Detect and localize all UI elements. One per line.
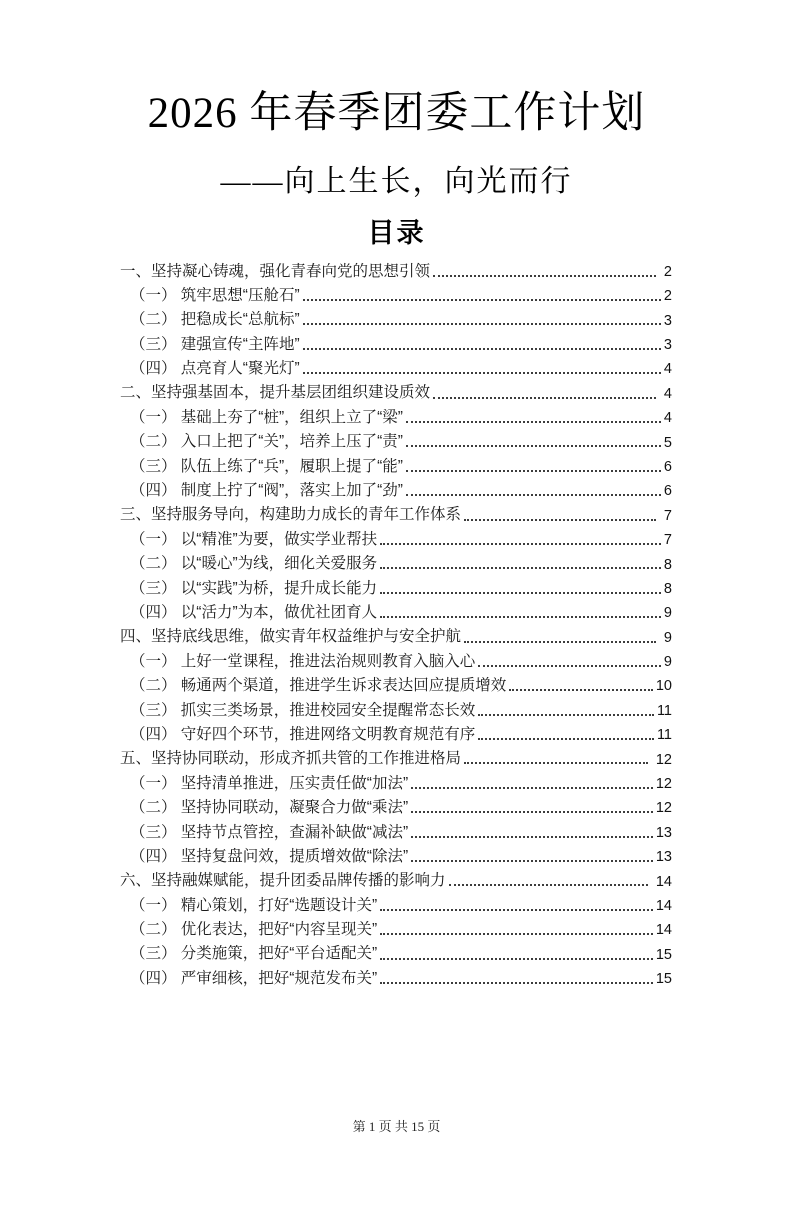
toc-entry-text[interactable]: （二） 把稳成长“总航标” bbox=[130, 311, 300, 329]
toc-entry-page-number[interactable]: 7 bbox=[663, 532, 672, 549]
toc-dotted-leader bbox=[303, 299, 661, 301]
toc-entry-text[interactable]: （二） 入口上把了“关”，培养上压了“责” bbox=[130, 433, 403, 451]
toc-dotted-leader bbox=[380, 543, 661, 545]
toc-entry-level2[interactable] bbox=[120, 528, 672, 552]
toc-entry-level2[interactable] bbox=[120, 357, 672, 381]
toc-entry-level2[interactable] bbox=[120, 576, 672, 600]
toc-entry-text[interactable]: （四） 坚持复盘问效，提质增效做“除法” bbox=[130, 847, 409, 865]
toc-entry-level2[interactable] bbox=[120, 820, 672, 844]
toc-entry-page-number[interactable]: 8 bbox=[663, 580, 672, 597]
toc-dotted-leader bbox=[406, 445, 661, 447]
toc-entry-level2[interactable] bbox=[120, 918, 672, 942]
toc-dotted-leader bbox=[478, 738, 654, 740]
toc-entry-page-number[interactable]: 12 bbox=[655, 776, 672, 793]
toc-dotted-leader bbox=[406, 421, 661, 423]
toc-dotted-leader bbox=[478, 714, 654, 716]
toc-entry-level2[interactable] bbox=[120, 650, 672, 674]
toc-dotted-leader bbox=[303, 348, 661, 350]
toc-entry-text[interactable]: （三） 抓实三类场景，推进校园安全提醒常态长效 bbox=[130, 701, 476, 719]
toc-entry-level1[interactable] bbox=[120, 503, 672, 527]
toc-entry-level2[interactable] bbox=[120, 284, 672, 308]
toc-entry-level2[interactable] bbox=[120, 479, 672, 503]
toc-dotted-leader bbox=[464, 762, 648, 764]
toc-dotted-leader bbox=[406, 494, 661, 496]
toc-entry-page-number[interactable]: 3 bbox=[663, 337, 672, 353]
toc-dotted-leader bbox=[411, 836, 653, 838]
toc-entry-text[interactable]: 二、坚持强基固本，提升基层团组织建设质效 bbox=[120, 384, 431, 402]
toc-entry-level2[interactable] bbox=[120, 698, 672, 722]
toc-entry-page-number[interactable]: 11 bbox=[656, 702, 672, 719]
toc-entry-text[interactable]: 五、坚持协同联动，形成齐抓共管的工作推进格局 bbox=[120, 750, 462, 768]
toc-dotted-leader bbox=[433, 397, 656, 399]
toc-entry-level2[interactable] bbox=[120, 942, 672, 966]
toc-dotted-leader bbox=[509, 689, 653, 691]
toc-entry-page-number[interactable]: 14 bbox=[655, 922, 672, 939]
toc-entry-page-number[interactable]: 3 bbox=[663, 312, 672, 329]
toc-entry-level1[interactable] bbox=[120, 747, 672, 771]
toc-heading: 目录 bbox=[367, 217, 426, 248]
toc-dotted-leader bbox=[380, 567, 661, 569]
toc-entry-text[interactable]: （四） 以“活力”为本，做优社团育人 bbox=[130, 604, 378, 621]
toc-entry-level2[interactable] bbox=[120, 552, 672, 576]
toc-entry-text[interactable]: （一） 基础上夯了“桩”，组织上立了“梁” bbox=[130, 408, 403, 426]
toc-entry-page-number[interactable]: 9 bbox=[663, 654, 672, 671]
toc-entry-level2[interactable] bbox=[120, 601, 672, 625]
toc-dotted-leader bbox=[380, 958, 653, 960]
toc-entry-level2[interactable] bbox=[120, 845, 672, 869]
toc-entry-text[interactable]: （四） 严审细核，把好“规范发布关” bbox=[130, 969, 378, 987]
toc-entry-level2[interactable] bbox=[120, 332, 672, 356]
toc-entry-page-number[interactable]: 7 bbox=[663, 507, 672, 524]
toc-entry-text[interactable]: 三、坚持服务导向，构建助力成长的青年工作体系 bbox=[120, 506, 462, 524]
toc-entry-page-number[interactable]: 14 bbox=[655, 873, 672, 890]
toc-entry-page-number[interactable]: 15 bbox=[655, 946, 672, 963]
toc-entry-level2[interactable] bbox=[120, 308, 672, 332]
toc-entry-page-number[interactable]: 14 bbox=[655, 897, 672, 914]
toc-entry-level2[interactable] bbox=[120, 771, 672, 795]
toc-entry-page-number[interactable]: 9 bbox=[663, 605, 672, 622]
toc-entry-page-number[interactable]: 6 bbox=[663, 458, 672, 475]
toc-entry-text[interactable]: 六、坚持融媒赋能，提升团委品牌传播的影响力 bbox=[120, 872, 446, 890]
toc-dotted-leader bbox=[464, 641, 656, 643]
toc-dotted-leader bbox=[411, 811, 653, 813]
toc-entry-level2[interactable] bbox=[120, 723, 672, 747]
toc-dotted-leader bbox=[449, 884, 648, 886]
toc-entry-text[interactable]: （三） 以“实践”为桥，提升成长能力 bbox=[130, 579, 378, 597]
toc-entry-text[interactable]: （四） 制度上拧了“阀”，落实上加了“劲” bbox=[130, 482, 403, 500]
toc-entry-text[interactable]: （四） 守好四个环节，推进网络文明教育规范有序 bbox=[130, 725, 476, 743]
toc-entry-page-number[interactable]: 11 bbox=[656, 727, 672, 744]
toc-entry-level2[interactable] bbox=[120, 454, 672, 478]
toc-dotted-leader bbox=[380, 933, 653, 935]
toc-entry-page-number[interactable]: 10 bbox=[655, 678, 672, 695]
toc-entry-level2[interactable] bbox=[120, 674, 672, 698]
toc-dotted-leader bbox=[303, 372, 661, 374]
toc-entry-text[interactable]: （二） 以“暖心”为线，细化关爱服务 bbox=[130, 555, 378, 573]
toc-entry-page-number[interactable]: 4 bbox=[663, 385, 672, 402]
toc-entry-level2[interactable] bbox=[120, 893, 672, 917]
toc-entry-text[interactable]: （一） 坚持清单推进，压实责任做“加法” bbox=[130, 774, 409, 792]
toc-dotted-leader bbox=[380, 982, 653, 984]
toc-dotted-leader bbox=[433, 275, 656, 277]
toc-entry-text[interactable]: 四、坚持底线思维，做实青年权益维护与安全护航 bbox=[120, 628, 462, 646]
toc-dotted-leader bbox=[411, 787, 653, 789]
toc-entry-page-number[interactable]: 4 bbox=[663, 410, 672, 427]
toc-entry-page-number[interactable]: 12 bbox=[655, 800, 672, 817]
document-subtitle: ——向上生长，向光而行 bbox=[220, 165, 573, 199]
toc-list bbox=[120, 259, 672, 991]
toc-entry-level1[interactable] bbox=[120, 625, 672, 649]
toc-dotted-leader bbox=[380, 616, 661, 618]
toc-entry-text[interactable]: （一） 以“精准”为要，做实学业帮扶 bbox=[130, 530, 378, 548]
toc-entry-page-number[interactable]: 2 bbox=[663, 288, 672, 305]
toc-entry-level1[interactable] bbox=[120, 869, 672, 893]
toc-dotted-leader bbox=[380, 909, 653, 911]
toc-entry-level1[interactable] bbox=[120, 381, 672, 405]
toc-dotted-leader bbox=[464, 519, 656, 521]
toc-dotted-leader bbox=[380, 592, 661, 594]
toc-entry-page-number[interactable]: 13 bbox=[655, 824, 672, 841]
toc-entry-text[interactable]: （一） 上好一堂课程，推进法治规则教育入脑入心 bbox=[130, 652, 476, 670]
toc-entry-page-number[interactable]: 6 bbox=[663, 483, 672, 500]
toc-entry-page-number[interactable]: 2 bbox=[663, 263, 672, 280]
toc-dotted-leader bbox=[411, 860, 653, 862]
toc-entry-text[interactable]: （二） 坚持协同联动，凝聚合力做“乘法” bbox=[130, 799, 409, 817]
toc-entry-text[interactable]: （二） 畅通两个渠道，推进学生诉求表达回应提质增效 bbox=[130, 677, 507, 695]
toc-entry-page-number[interactable]: 13 bbox=[655, 849, 672, 866]
toc-dotted-leader bbox=[303, 323, 661, 325]
toc-entry-text[interactable]: （三） 建强宣传“主阵地” bbox=[130, 335, 300, 353]
toc-entry-page-number[interactable]: 4 bbox=[663, 361, 672, 378]
toc-entry-text[interactable]: （三） 坚持节点管控，查漏补缺做“减法” bbox=[130, 823, 409, 841]
toc-entry-page-number[interactable]: 5 bbox=[663, 434, 672, 451]
toc-entry-level1[interactable] bbox=[120, 259, 672, 283]
toc-entry-level2[interactable] bbox=[120, 406, 672, 430]
toc-dotted-leader bbox=[406, 470, 661, 472]
toc-entry-text[interactable]: （三） 队伍上练了“兵”，履职上提了“能” bbox=[130, 457, 403, 475]
toc-entry-page-number[interactable]: 12 bbox=[655, 751, 672, 768]
toc-entry-text[interactable]: （二） 优化表达，把好“内容呈现关” bbox=[130, 921, 378, 939]
document-title: 2026 年春季团委工作计划 bbox=[147, 90, 646, 137]
toc-entry-text[interactable]: （三） 分类施策，把好“平台适配关” bbox=[130, 945, 378, 963]
toc-entry-page-number[interactable]: 8 bbox=[663, 556, 672, 573]
toc-entry-text[interactable]: （一） 筑牢思想“压舱石” bbox=[130, 286, 300, 304]
document-page bbox=[0, 86, 793, 1208]
toc-entry-text[interactable]: 一、坚持凝心铸魂，强化青春向党的思想引领 bbox=[120, 262, 431, 280]
toc-dotted-leader bbox=[478, 665, 661, 667]
toc-entry-page-number[interactable]: 15 bbox=[655, 971, 672, 988]
toc-entry-level2[interactable] bbox=[120, 430, 672, 454]
toc-entry-level2[interactable] bbox=[120, 796, 672, 820]
toc-entry-text[interactable]: （一） 精心策划，打好“选题设计关” bbox=[130, 896, 378, 914]
toc-entry-text[interactable]: （四） 点亮育人“聚光灯” bbox=[130, 360, 300, 378]
toc-entry-page-number[interactable]: 9 bbox=[663, 629, 672, 646]
toc-entry-level2[interactable] bbox=[120, 967, 672, 991]
page-footer: 第 1 页 共 15 页 bbox=[352, 1119, 441, 1134]
